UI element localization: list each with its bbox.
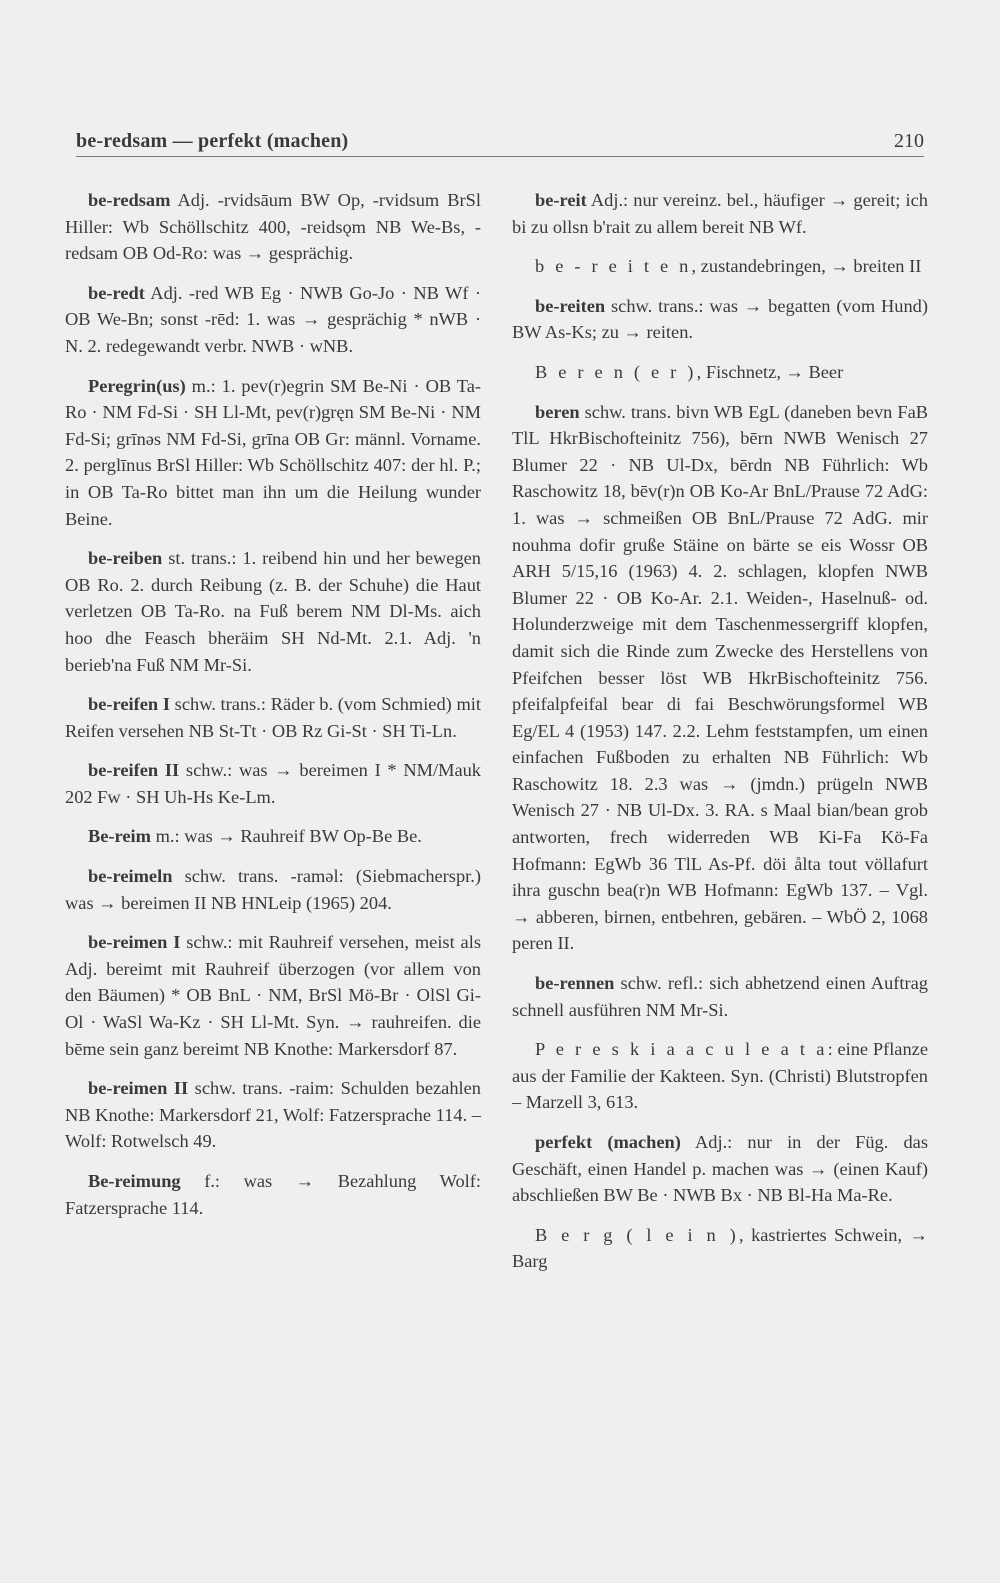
dictionary-entry xyxy=(65,691,481,744)
page-number: 210 xyxy=(894,130,924,152)
dictionary-entry xyxy=(512,1036,928,1116)
page-header xyxy=(76,128,924,154)
dictionary-entry xyxy=(65,545,481,678)
entry-headword: beren xyxy=(535,401,580,422)
entry-headword: be-redsam xyxy=(88,190,171,210)
entry-body: , kastriertes Schwein, → Barg xyxy=(512,1224,928,1272)
dictionary-entry xyxy=(512,359,928,386)
entry-body: Adj. -rvidsāum BW Op, -rvidsum BrSl Hiller: Wb Schöllschitz 400, -reidsǫm NB We-Bs, -redsam OB Od-Ro: was → gesprächig. xyxy=(65,190,481,264)
dictionary-entry xyxy=(512,253,928,280)
entry-headword: b e - r e i t e n xyxy=(535,256,692,277)
dictionary-entry xyxy=(65,757,481,810)
dictionary-entry xyxy=(65,1075,481,1155)
entry-headword: be-reimen II xyxy=(88,1078,189,1099)
entry-body: schw. trans.: was → begatten (vom Hund) BW As-Ks; zu → reiten. xyxy=(512,295,928,343)
dictionary-entry xyxy=(65,373,481,533)
dictionary-entry xyxy=(65,1168,481,1221)
entry-headword: be-reimeln xyxy=(88,866,173,887)
dictionary-entry xyxy=(65,929,481,1062)
entry-headword: be-reimen I xyxy=(88,932,181,953)
dictionary-entry xyxy=(65,280,481,360)
entry-headword: be-reiten xyxy=(535,295,606,316)
entry-body: Adj. -red WB Eg · NWB Go-Jo · NB Wf · OB We-Bn; sonst -rēd: 1. was → gesprächig * nWB · N. 2. redegewandt verbr. NWB · wNB. xyxy=(65,282,481,356)
dictionary-entry xyxy=(512,1129,928,1209)
entry-headword: be-rennen xyxy=(535,973,615,994)
entry-body: f.: was → Bezahlung Wolf: Fatzersprache 114. xyxy=(65,1171,481,1218)
entry-body: schw. trans.: Räder b. (vom Schmied) mit Reifen versehen NB St-Tt · OB Rz Gi-St · SH Ti-Ln. xyxy=(65,694,481,741)
entry-headword: be-reifen I xyxy=(88,694,170,715)
entry-headword: Peregrin(us) xyxy=(88,375,186,396)
entry-body: m.: was → Rauhreif BW Op-Be Be. xyxy=(150,826,422,847)
entry-headword: be-reifen II xyxy=(88,760,180,781)
entry-headword: Be-reim xyxy=(88,826,151,847)
entry-headword: B e r e n ( e r ) xyxy=(535,361,697,382)
entry-body: Adj.: nur in der Füg. das Geschäft, einen Handel p. machen was → (einen Kauf) abschließen BW Be · NWB Bx · NB Bl-Ha Ma-Re. xyxy=(512,1132,928,1206)
entry-body: schw. trans. bivn WB EgL (daneben bevn FaB TlL HkrBischofteinitz 756), bērn NWB Wenisch 27 Blumer 22 · NB Ul-Dx, bērdn NB Führlich: Wb Raschowitz 18, bēv(r)n OB Ko-Ar BnL/Prause 72 AdG: 1. was → schmeißen OB BnL/Prause 72 AdG. mir nouhma dofir gruße Stäine on bärte se eis Wossr OB ARH 5/15,16 (1963) 4. 2. schlagen, klopfen NWB Blumer 22 · OB Ko-Ar. 2.1. Weiden-, Haselnuß- od. Holunderzweige mit dem Taschenmessergriff klopfen, damit sich die Rinde zum Zwecke des Herstellens von Pfeifchen besser löst WB HkrBischofteinitz 756. pfeifalpfeifal bear di fai Beschwörungsformel WB Eg/EL 4 (1953) 147. 2.2. Lehm feststampfen, um einen einfachen Fußboden zu erhalten NB Führlich: Wb Raschowitz 18. 2.3 was → (jmdn.) prügeln NWB Wenisch 27 · NB Ul-Dx. 3. RA. s Maal bian/bean grob antworten, frech widerreden WB Ki-Fa Kö-Fa Hofmann: EgWb 36 TlL As-Pf. döi ålta tout völlafurt ihra guschn bea(r)n WB Hofmann: EgWb 137. – Vgl. → abberen, birnen, entbehren, gebären. – WbÖ 2, 1068 peren II. xyxy=(512,401,928,954)
entry-headword: Be-reimung xyxy=(88,1171,181,1191)
entry-body: schw.: was → bereimen I * NM/Mauk 202 Fw · SH Uh-Hs Ke-Lm. xyxy=(65,760,481,807)
entry-body: , zustandebringen, → breiten II xyxy=(691,256,922,277)
entry-body: : eine Pflanze aus der Familie der Kakteen. Syn. (Christi) Blutstropfen – Marzell 3, 613. xyxy=(512,1039,928,1113)
entry-headword: perfekt (machen) xyxy=(535,1132,681,1152)
running-title: be-redsam — perfekt (machen) xyxy=(76,130,349,152)
entry-body: schw. refl.: sich abhetzend einen Auftrag schnell ausführen NM Mr-Si. xyxy=(512,973,928,1020)
entry-headword: P e r e s k i a a c u l e a t a xyxy=(535,1039,828,1060)
entry-headword: be-reit xyxy=(535,190,587,210)
entry-body: schw. trans. -ramǝl: (Siebmacherspr.) was → bereimen II NB HNLeip (1965) 204. xyxy=(65,866,481,913)
dictionary-entry xyxy=(512,399,928,957)
entry-headword: be-redt xyxy=(88,282,145,303)
entry-body: st. trans.: 1. reibend hin und her bewegen OB Ro. 2. durch Reibung (z. B. der Schuhe) die Haut verletzen OB Ta-Ro. na Fuß berem NM Dl-Ms. aich hoo dhe Feasch bheräim SH Nd-Mt. 2.1. Adj. 'n berieb'na Fuß NM Mr-Si. xyxy=(65,548,481,675)
header-rule xyxy=(76,156,924,157)
dictionary-entry xyxy=(65,187,481,267)
entry-body: Adj.: nur vereinz. bel., häufiger → gereit; ich bi zu ollsn b'rait zu allem bereit NB Wf. xyxy=(512,190,928,237)
entry-body: schw.: mit Rauhreif versehen, meist als Adj. bereimt mit Rauhreif überzogen (vor allem von den Bäumen) * OB BnL · NM, BrSl Mö-Br · OlSl Gi-Ol · WaSl Wa-Kz · SH Ll-Mt. Syn. → rauhreifen. die bēme sein ganz bereimt NB Knothe: Markersdorf 87. xyxy=(65,932,481,1059)
dictionary-entry xyxy=(512,187,928,240)
entry-body: m.: 1. pev(r)egrin SM Be-Ni · OB Ta-Ro · NM Fd-Si · SH Ll-Mt, pev(r)gręn SM Be-Ni · NM Fd-Si; grīnəs NM Fd-Si, grīna OB Gr: männl. Vorname. 2. perglīnus BrSl Hiller: Wb Schöllschitz 407: der hl. P.; in OB Ta-Ro bittet man ihn um die Heilung wunder Beine. xyxy=(65,375,481,529)
dictionary-entry xyxy=(65,863,481,916)
right-column xyxy=(512,187,928,1288)
entry-body: schw. trans. -raim: Schulden bezahlen NB Knothe: Markersdorf 21, Wolf: Fatzersprache 114. – Wolf: Rotwelsch 49. xyxy=(65,1078,481,1152)
entry-body: , Fischnetz, → Beer xyxy=(696,361,844,382)
left-column xyxy=(65,187,481,1234)
dictionary-entry xyxy=(512,970,928,1023)
entry-headword: B e r g ( l e i n ) xyxy=(535,1224,739,1245)
dictionary-entry xyxy=(512,293,928,346)
dictionary-entry xyxy=(65,823,481,850)
entry-headword: be-reiben xyxy=(88,548,163,569)
dictionary-entry xyxy=(512,1222,928,1275)
